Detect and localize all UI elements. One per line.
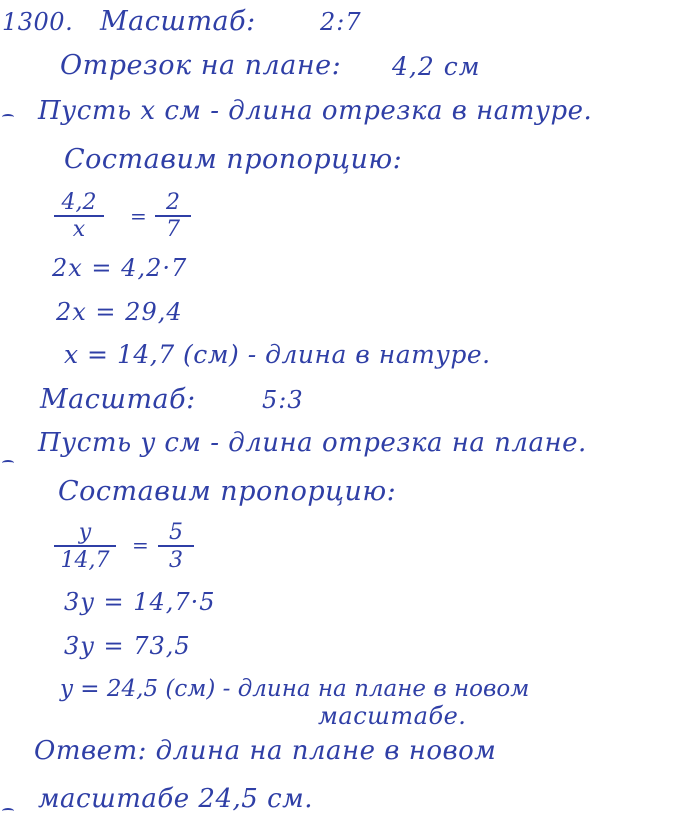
scale-label-1: Масштаб:: [100, 6, 256, 37]
plan-segment-value: 4,2 см: [392, 52, 481, 81]
scale-value-2: 5:3: [262, 386, 304, 414]
problem-number: 1300.: [2, 8, 74, 36]
fraction-numerator: 4,2: [61, 190, 97, 215]
fraction-right-1: [155, 190, 191, 242]
fraction-numerator: 2: [166, 190, 180, 215]
let-statement-1: Пусть x см - длина отрезка в натуре.: [38, 96, 593, 126]
scale-value-1: 2:7: [320, 8, 362, 36]
fraction-bar: [54, 545, 116, 547]
margin-tick: [2, 114, 14, 120]
fraction-denominator: x: [72, 217, 86, 242]
plan-segment-label: Отрезок на плане:: [60, 50, 342, 81]
result-1: x = 14,7 (см) - длина в натуре.: [64, 340, 491, 369]
equation-step-1b: 2x = 29,4: [56, 298, 183, 326]
equation-step-2b: 3y = 73,5: [64, 632, 191, 660]
let-statement-2: Пусть y см - длина отрезка на плане.: [38, 428, 587, 458]
equation-step-2a: 3y = 14,7·5: [64, 588, 216, 616]
equation-step-1a: 2x = 4,2·7: [52, 254, 188, 282]
answer-line-2: масштабе 24,5 см.: [38, 784, 313, 814]
fraction-right-2: [158, 520, 194, 574]
fraction-bar: [158, 545, 194, 547]
fraction-denominator: 3: [169, 548, 183, 573]
fraction-numerator: y: [78, 520, 92, 545]
fraction-left-1: [54, 190, 104, 242]
fraction-numerator: 5: [169, 520, 183, 545]
proportion-heading-2: Составим пропорцию:: [58, 476, 397, 507]
result-2-line-1: y = 24,5 (см) - длина на плане в новом: [60, 676, 530, 702]
proportion-heading-1: Составим пропорцию:: [64, 144, 403, 175]
answer-line-1: Ответ: длина на плане в новом: [34, 736, 497, 766]
equals-sign: =: [130, 204, 147, 228]
margin-tick: [2, 460, 14, 466]
fraction-left-2: [54, 520, 116, 574]
scale-label-2: Масштаб:: [40, 384, 196, 415]
result-2-line-2: масштабе.: [318, 702, 467, 730]
fraction-denominator: 7: [166, 217, 180, 242]
fraction-denominator: 14,7: [60, 548, 110, 573]
equals-sign: =: [132, 533, 149, 557]
margin-tick: [2, 808, 14, 814]
